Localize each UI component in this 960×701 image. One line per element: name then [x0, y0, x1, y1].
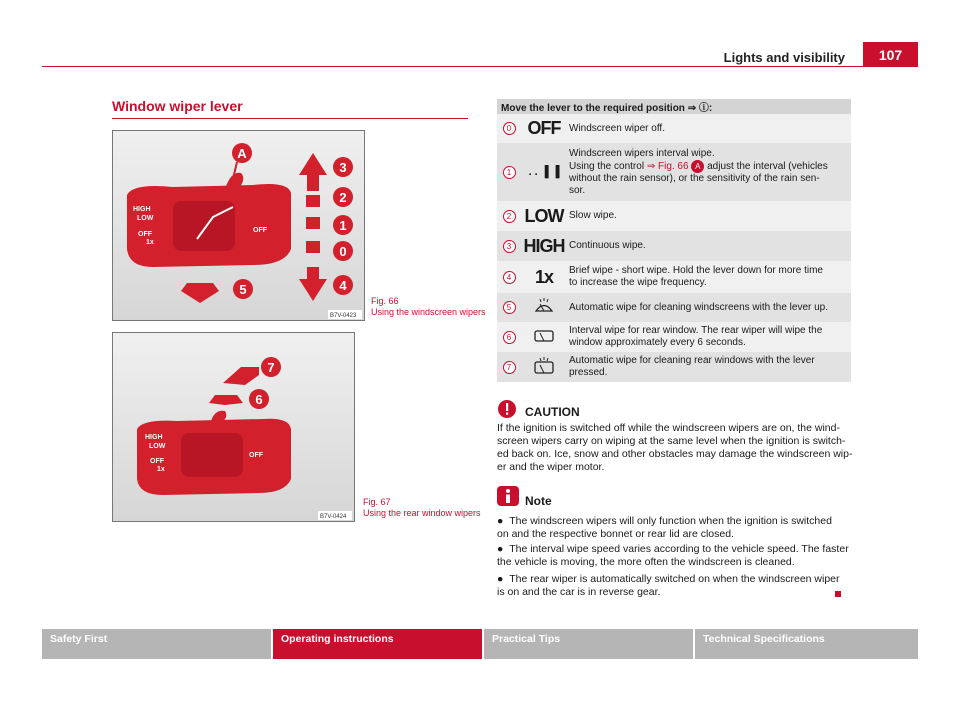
caution-body — [497, 422, 857, 474]
note-icon — [497, 486, 519, 511]
front-wash-icon — [534, 298, 554, 314]
callout-6: 6 — [255, 392, 263, 407]
figure-67-caption-text: Using the rear window wipers — [363, 508, 481, 518]
lever-label-high: HIGH — [133, 206, 151, 213]
table-row — [497, 261, 851, 293]
row-text — [567, 261, 851, 293]
caution-line: ed back on. Ice, snow and other obstacles may damage the windscreen wip- — [497, 448, 853, 460]
row-text — [567, 143, 851, 201]
low-symbol: LOW — [524, 205, 564, 226]
callout-3: 3 — [339, 160, 347, 175]
arrow-push — [209, 395, 243, 405]
section-rule — [112, 118, 468, 119]
section-title: Window wiper lever — [112, 98, 243, 114]
callout-5: 5 — [239, 282, 247, 297]
row-text-line: pressed. — [569, 367, 608, 378]
lever-label-high: HIGH — [145, 434, 163, 441]
row-text — [567, 322, 851, 352]
lever-label-1x: 1x — [146, 239, 154, 246]
row-number: 3 — [503, 240, 516, 253]
note-title: Note — [525, 494, 552, 508]
row-text: Continuous wipe. — [567, 231, 851, 261]
note-bullet-line: is on and the car is in reverse gear. — [497, 586, 661, 598]
row-text-line: sor. — [569, 184, 586, 196]
row-text: Slow wipe. — [567, 201, 851, 231]
high-symbol: HIGH — [523, 235, 565, 256]
note-bullet — [497, 515, 855, 541]
footer-tab-technical-specifications[interactable]: Technical Specifications — [695, 629, 918, 659]
row-number: 1 — [503, 166, 516, 179]
row-text-line: to increase the wipe frequency. — [569, 277, 707, 288]
figure-66-image — [112, 130, 365, 321]
row-text-line: Using the control ⇒ Fig. 66 A adjust the interval (vehicles — [569, 160, 828, 172]
row-text-line: Windscreen wipers interval wipe. — [569, 147, 715, 159]
row-text: Windscreen wiper off. — [567, 114, 851, 143]
footer-tab-practical-tips[interactable]: Practical Tips — [484, 629, 693, 659]
note-bullet — [497, 573, 855, 599]
callout-0: 0 — [339, 244, 347, 259]
row-text-line: Brief wipe - short wipe. Hold the lever down for more time — [569, 265, 823, 276]
rear-wipe-icon — [533, 329, 555, 343]
interval-symbol: . . ▐ ▐ — [528, 166, 560, 178]
callout-1: 1 — [339, 218, 347, 233]
table-row — [497, 201, 851, 231]
note-bullet-line: ● The interval wipe speed varies according to the vehicle speed. The faster — [497, 543, 849, 555]
section-end-mark — [835, 591, 841, 597]
caution-line: er and the wiper motor. — [497, 461, 605, 473]
figure-67-image — [112, 332, 355, 522]
footer-tab-safety-first[interactable]: Safety First — [42, 629, 271, 659]
callout-7: 7 — [267, 360, 275, 375]
lever-label-1x: 1x — [157, 466, 165, 473]
callout-A: A — [237, 146, 247, 161]
figure-code: B7V-0424 — [320, 514, 347, 520]
row-number: 0 — [503, 122, 516, 135]
off-symbol: OFF — [527, 118, 561, 138]
once-symbol: 1x — [534, 266, 554, 287]
figure-67-caption-num: Fig. 67 — [363, 497, 391, 507]
lever-label-low: LOW — [137, 215, 154, 222]
footer-tab-operating-instructions[interactable]: Operating instructions — [273, 629, 482, 659]
figure-66-caption-num: Fig. 66 — [371, 296, 399, 306]
row-number: 6 — [503, 331, 516, 344]
lever-label-off: OFF — [150, 458, 164, 465]
table-row — [497, 322, 851, 352]
row-number: 2 — [503, 210, 516, 223]
note-bullet-line: the vehicle is moving, the more often the windscreen is cleaned. — [497, 556, 795, 568]
row-text-line: Interval wipe for rear window. The rear wiper will wipe the — [569, 325, 823, 336]
rear-wash-icon — [533, 357, 555, 375]
caution-line: screen wipers carry on wiping at the same level when the ignition is switch- — [497, 435, 846, 447]
running-header-title: Lights and visibility — [723, 50, 845, 65]
row-text — [567, 352, 851, 382]
row-text-line: Automatic wipe for cleaning rear windows with the lever — [569, 355, 815, 366]
lever-label-off-right: OFF — [249, 452, 263, 459]
row-text: Automatic wipe for cleaning windscreens with the lever up. — [567, 293, 851, 322]
table-row — [497, 352, 851, 382]
caution-line: If the ignition is switched off while the windscreen wipers are on, the wind- — [497, 422, 840, 434]
table-row — [497, 114, 851, 143]
table-row — [497, 143, 851, 201]
note-bullet — [497, 543, 855, 569]
figure-code: B7V-0423 — [330, 313, 357, 319]
table-row — [497, 293, 851, 322]
table-row — [497, 231, 851, 261]
row-number: 4 — [503, 271, 516, 284]
callout-2: 2 — [339, 190, 347, 205]
lever-label-low: LOW — [149, 443, 166, 450]
table-header: Move the lever to the required position ⇒ ⓘ: — [497, 99, 851, 114]
row-text-line: window approximately every 6 seconds. — [569, 337, 746, 348]
page-number: 107 — [863, 42, 918, 66]
caution-icon — [497, 399, 517, 424]
caution-title: CAUTION — [525, 405, 580, 419]
lever-label-off-right: OFF — [253, 227, 267, 234]
row-text-line: without the rain sensor), or the sensitivity of the rain sen- — [569, 172, 820, 184]
header-rule — [42, 66, 918, 67]
note-bullet-line: on and the respective bonnet or rear lid are closed. — [497, 528, 734, 540]
note-bullet-line: ● The windscreen wipers will only function when the ignition is switched — [497, 515, 832, 527]
figure-67-caption — [363, 497, 481, 519]
wiper-positions-table — [497, 99, 851, 382]
figure-66-caption — [371, 296, 486, 318]
row-number: 5 — [503, 301, 516, 314]
lever-label-off: OFF — [138, 231, 152, 238]
row-number: 7 — [503, 361, 516, 374]
figure-66-caption-text: Using the windscreen wipers — [371, 307, 486, 317]
note-bullet-line: ● The rear wiper is automatically switched on when the windscreen wiper — [497, 573, 840, 585]
callout-4: 4 — [339, 278, 347, 293]
